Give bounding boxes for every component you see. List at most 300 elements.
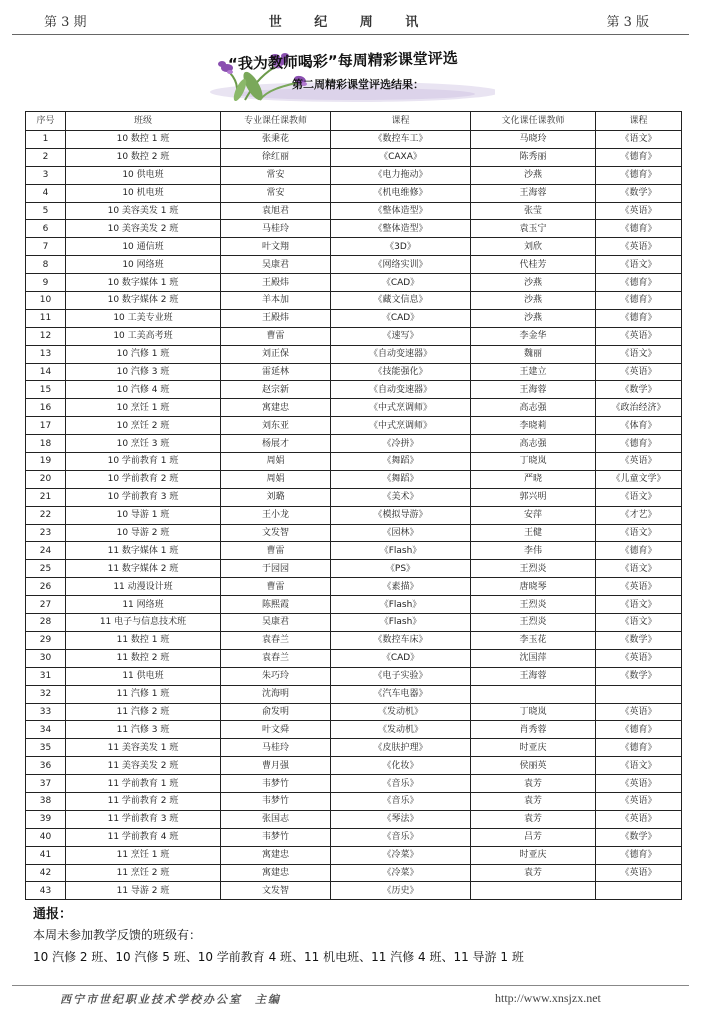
table-row [26,506,682,524]
table-cell: 8 [26,256,66,274]
table-cell: 《语文》 [596,757,682,775]
column-header: 班级 [66,112,221,131]
table-cell: 11 数控 2 班 [66,649,221,667]
table-cell: 19 [26,453,66,471]
table-cell: 4 [26,184,66,202]
table-row [26,757,682,775]
table-cell: 袁旭君 [221,202,331,220]
table-cell: 10 学前教育 1 班 [66,453,221,471]
table-cell: 28 [26,614,66,632]
table-cell: 26 [26,578,66,596]
table-cell: 常安 [221,184,331,202]
table-cell: 吴康君 [221,256,331,274]
table-cell: 安萍 [471,506,596,524]
table-cell: 11 学前教育 4 班 [66,828,221,846]
table-cell [596,685,682,703]
table-cell: 袁玉宁 [471,220,596,238]
table-cell: 10 导游 2 班 [66,524,221,542]
notice-section [33,906,673,968]
table-cell: 曹雷 [221,578,331,596]
table-cell: 时亚庆 [471,846,596,864]
table-cell: 《英语》 [596,810,682,828]
table-cell: 王海蓉 [471,184,596,202]
table-cell: 11 数控 1 班 [66,631,221,649]
table-row [26,184,682,202]
table-cell: 23 [26,524,66,542]
table-cell: 《数学》 [596,381,682,399]
table-cell: 《数学》 [596,184,682,202]
table-cell: 《英语》 [596,864,682,882]
notice-title: 通报： [33,907,73,922]
page-header [0,0,701,36]
table-cell: 袁春兰 [221,631,331,649]
table-cell: 《德育》 [596,542,682,560]
table-row [26,292,682,310]
table-row [26,864,682,882]
table-cell: 《数学》 [596,667,682,685]
table-cell: 徐红丽 [221,148,331,166]
table-cell: 《CAD》 [331,309,471,327]
table-cell: 寓建忠 [221,864,331,882]
table-cell: 魏丽 [471,345,596,363]
table-cell: 《数控车工》 [331,131,471,149]
table-cell: 33 [26,703,66,721]
table-cell: 《素描》 [331,578,471,596]
table-cell: 20 [26,470,66,488]
table-cell: 《英语》 [596,238,682,256]
table-cell: 21 [26,488,66,506]
table-row [26,345,682,363]
notice-line: 本周未参加教学反馈的班级有： [33,928,202,942]
table-cell: 《英语》 [596,649,682,667]
table-cell: 《Flash》 [331,614,471,632]
column-header: 课程 [596,112,682,131]
table-row [26,435,682,453]
table-cell: 10 美容美发 2 班 [66,220,221,238]
table-cell: 10 数控 1 班 [66,131,221,149]
table-cell: 《数学》 [596,631,682,649]
table-cell: 7 [26,238,66,256]
table-cell: 《琴法》 [331,810,471,828]
page-number: 第 3 版 [606,15,649,30]
table-cell: 10 汽修 4 班 [66,381,221,399]
table-cell: 张国志 [221,810,331,828]
table-cell: 5 [26,202,66,220]
table-cell: 《德育》 [596,435,682,453]
table-row [26,703,682,721]
table-cell: 王殿炜 [221,309,331,327]
table-cell: 《英语》 [596,578,682,596]
table-cell: 11 供电班 [66,667,221,685]
table-cell: 《自动变速器》 [331,345,471,363]
table-cell: 《语文》 [596,596,682,614]
table-cell: 2 [26,148,66,166]
table-cell: 9 [26,274,66,292]
table-cell: 《英语》 [596,792,682,810]
table-cell: 《机电维修》 [331,184,471,202]
table-cell: 13 [26,345,66,363]
footer-divider [12,985,689,986]
table-cell: 《语文》 [596,488,682,506]
table-cell: 40 [26,828,66,846]
table-cell: 《德育》 [596,309,682,327]
table-cell: 袁芳 [471,775,596,793]
table-row [26,649,682,667]
table-row [26,131,682,149]
table-cell: 韦梦竹 [221,792,331,810]
table-cell: 10 数字媒体 2 班 [66,292,221,310]
table-cell: 刘璐 [221,488,331,506]
table-cell: 《舞蹈》 [331,453,471,471]
table-cell: 10 导游 1 班 [66,506,221,524]
table-row [26,166,682,184]
table-cell: 22 [26,506,66,524]
table-cell: 赵宗新 [221,381,331,399]
table-cell: 35 [26,739,66,757]
table-cell: 11 美容美发 1 班 [66,739,221,757]
page-subtitle: 第二周精彩课堂评选结果： [292,78,424,91]
table-row [26,810,682,828]
table-cell: 10 数字媒体 1 班 [66,274,221,292]
table-cell: 于园园 [221,560,331,578]
table-row [26,596,682,614]
table-cell: 《语文》 [596,256,682,274]
table-cell: 丁晓岚 [471,453,596,471]
table-cell: 《英语》 [596,363,682,381]
table-cell: 41 [26,846,66,864]
table-cell: 16 [26,399,66,417]
table-row [26,470,682,488]
table-cell: 《音乐》 [331,792,471,810]
table-cell: 曹月强 [221,757,331,775]
table-cell: 11 导游 2 班 [66,882,221,900]
table-cell: 王海蓉 [471,381,596,399]
table-cell: 文发智 [221,524,331,542]
table-cell: 李金华 [471,327,596,345]
table-cell: 《冷菜》 [331,846,471,864]
table-cell: 《Flash》 [331,596,471,614]
table-cell: 曹雷 [221,542,331,560]
table-cell: 《整体造型》 [331,202,471,220]
table-cell: 韦梦竹 [221,828,331,846]
table-cell: 袁芳 [471,810,596,828]
table-cell [471,882,596,900]
table-row [26,327,682,345]
table-cell: 11 汽修 2 班 [66,703,221,721]
table-cell: 11 学前教育 2 班 [66,792,221,810]
table-cell: 叶文翔 [221,238,331,256]
table-cell: 10 工美专业班 [66,309,221,327]
table-cell: 韦梦竹 [221,775,331,793]
table-row [26,667,682,685]
table-cell [596,882,682,900]
table-cell: 吴康君 [221,614,331,632]
table-cell: 李晓莉 [471,417,596,435]
table-cell: 袁芳 [471,864,596,882]
table-cell: 刘欣 [471,238,596,256]
table-cell: 寓建忠 [221,846,331,864]
table-cell: 《语文》 [596,345,682,363]
footer-editor: 西宁市世纪职业技术学校办公室 主编 [60,993,281,1006]
table-cell: 31 [26,667,66,685]
table-cell: 42 [26,864,66,882]
table-cell: 《德育》 [596,292,682,310]
table-cell: 代桂芳 [471,256,596,274]
table-cell: 32 [26,685,66,703]
table-cell: 《网络实训》 [331,256,471,274]
table-row [26,202,682,220]
table-cell: 12 [26,327,66,345]
table-cell: 11 汽修 3 班 [66,721,221,739]
table-cell: 马桂玲 [221,220,331,238]
table-cell: 《化妆》 [331,757,471,775]
table-cell: 沙燕 [471,274,596,292]
table-cell: 《英语》 [596,703,682,721]
table-cell: 《3D》 [331,238,471,256]
table-cell: 《皮肤护理》 [331,739,471,757]
table-cell: 18 [26,435,66,453]
table-cell: 10 学前教育 3 班 [66,488,221,506]
table-row [26,792,682,810]
table-cell: 王海蓉 [471,667,596,685]
table-cell: 《历史》 [331,882,471,900]
results-table [25,111,682,900]
table-cell: 《中式烹调师》 [331,417,471,435]
table-cell: 马桂玲 [221,739,331,757]
table-cell: 10 烹饪 2 班 [66,417,221,435]
table-row [26,739,682,757]
table-row [26,274,682,292]
table-row [26,560,682,578]
table-cell: 雷延林 [221,363,331,381]
table-cell: 11 烹饪 2 班 [66,864,221,882]
table-row [26,631,682,649]
table-row [26,828,682,846]
table-cell: 43 [26,882,66,900]
table-row [26,846,682,864]
table-cell: 《CAXA》 [331,148,471,166]
table-cell: 《体育》 [596,417,682,435]
table-cell: 周娟 [221,470,331,488]
table-cell: 《英语》 [596,327,682,345]
table-cell: 《冷拼》 [331,435,471,453]
table-body [26,131,682,900]
header-divider [12,34,689,35]
table-cell: 10 汽修 3 班 [66,363,221,381]
table-row [26,775,682,793]
table-cell: 寓建忠 [221,399,331,417]
table-cell: 《德育》 [596,166,682,184]
table-cell: 沈海明 [221,685,331,703]
table-cell: 《舞蹈》 [331,470,471,488]
table-cell: 羊本加 [221,292,331,310]
table-cell: 高志强 [471,399,596,417]
table-cell: 36 [26,757,66,775]
table-cell: 27 [26,596,66,614]
table-cell: 15 [26,381,66,399]
table-cell: 侯丽英 [471,757,596,775]
table-row [26,524,682,542]
table-cell: 《CAD》 [331,274,471,292]
table-row [26,256,682,274]
table-cell: 《英语》 [596,775,682,793]
table-cell: 24 [26,542,66,560]
table-cell: 《英语》 [596,202,682,220]
table-cell: 11 动漫设计班 [66,578,221,596]
table-cell: 《电力拖动》 [331,166,471,184]
issue-number: 第 3 期 [44,15,87,30]
table-row [26,542,682,560]
table-cell: 3 [26,166,66,184]
table-cell: 10 机电班 [66,184,221,202]
table-cell: 《藏文信息》 [331,292,471,310]
table-cell: 11 学前教育 1 班 [66,775,221,793]
table-cell: 《冷菜》 [331,864,471,882]
page-title: “我为教师喝彩”每周精彩课堂评选 [227,48,458,74]
table-row [26,363,682,381]
table-cell: 11 汽修 1 班 [66,685,221,703]
table-cell: 《语文》 [596,131,682,149]
table-cell: 吕芳 [471,828,596,846]
table-row [26,148,682,166]
table-cell: 1 [26,131,66,149]
table-cell: 曹雷 [221,327,331,345]
table-cell: 34 [26,721,66,739]
table-cell: 叶文舜 [221,721,331,739]
column-header: 专业课任课教师 [221,112,331,131]
table-cell: 袁春兰 [221,649,331,667]
table-cell: 《儿童文学》 [596,470,682,488]
table-row [26,488,682,506]
table-cell: 《才艺》 [596,506,682,524]
table-cell: 陈熙霞 [221,596,331,614]
table-cell: 《园林》 [331,524,471,542]
table-cell: 《德育》 [596,220,682,238]
table-cell: 王健 [471,524,596,542]
table-cell: 11 学前教育 3 班 [66,810,221,828]
table-cell: 常安 [221,166,331,184]
table-cell: 袁芳 [471,792,596,810]
footer-website-link[interactable]: http://www.xnsjzx.net [495,991,601,1005]
table-row [26,882,682,900]
table-cell: 《整体造型》 [331,220,471,238]
table-cell: 《技能强化》 [331,363,471,381]
table-cell: 王烈炎 [471,560,596,578]
table-cell: 《模拟导游》 [331,506,471,524]
table-cell: 严晓 [471,470,596,488]
table-cell: 时亚庆 [471,739,596,757]
table-cell [471,685,596,703]
table-row [26,685,682,703]
table-cell: 《德育》 [596,846,682,864]
table-cell: 《美术》 [331,488,471,506]
table-cell: 10 学前教育 2 班 [66,470,221,488]
table-cell: 朱巧玲 [221,667,331,685]
table-cell: 王小龙 [221,506,331,524]
table-cell: 11 烹饪 1 班 [66,846,221,864]
table-row [26,309,682,327]
table-cell: 25 [26,560,66,578]
table-cell: 张秉花 [221,131,331,149]
table-cell: 李伟 [471,542,596,560]
table-cell: 《PS》 [331,560,471,578]
table-cell: 《英语》 [596,453,682,471]
table-cell: 唐晓琴 [471,578,596,596]
table-cell: 《数学》 [596,828,682,846]
table-cell: 高志强 [471,435,596,453]
table-cell: 《电子实验》 [331,667,471,685]
table-cell: 11 数字媒体 1 班 [66,542,221,560]
table-cell: 沙燕 [471,166,596,184]
table-cell: 《数控车床》 [331,631,471,649]
table-row [26,220,682,238]
table-cell: 10 供电班 [66,166,221,184]
table-cell: 俞发明 [221,703,331,721]
table-row [26,381,682,399]
table-cell: 14 [26,363,66,381]
table-cell: 杨展才 [221,435,331,453]
table-cell: 《音乐》 [331,828,471,846]
table-cell: 《中式烹调师》 [331,399,471,417]
table-cell: 6 [26,220,66,238]
table-cell: 《德育》 [596,274,682,292]
table-cell: 刘正保 [221,345,331,363]
table-cell: 文发智 [221,882,331,900]
table-cell: 《汽车电器》 [331,685,471,703]
table-cell: 陈秀丽 [471,148,596,166]
table-cell: 《德育》 [596,148,682,166]
table-cell: 《CAD》 [331,649,471,667]
table-cell: 17 [26,417,66,435]
table-cell: 王建立 [471,363,596,381]
newspaper-name: 世 纪 周 讯 [268,15,433,30]
table-cell: 30 [26,649,66,667]
table-row [26,614,682,632]
table-cell: 10 汽修 1 班 [66,345,221,363]
table-cell: 《政治经济》 [596,399,682,417]
table-cell: 周娟 [221,453,331,471]
table-cell: 丁晓岚 [471,703,596,721]
table-cell: 29 [26,631,66,649]
table-cell: 11 [26,309,66,327]
table-cell: 11 网络班 [66,596,221,614]
table-cell: 刘东亚 [221,417,331,435]
table-cell: 王烈炎 [471,614,596,632]
table-row [26,417,682,435]
table-cell: 37 [26,775,66,793]
table-cell: 38 [26,792,66,810]
table-cell: 10 工美高考班 [66,327,221,345]
column-header: 文化课任课教师 [471,112,596,131]
table-cell: 张莹 [471,202,596,220]
table-cell: 李玉花 [471,631,596,649]
table-row [26,399,682,417]
table-cell: 10 网络班 [66,256,221,274]
table-cell: 《语文》 [596,614,682,632]
column-header: 课程 [331,112,471,131]
table-row [26,453,682,471]
table-cell: 11 数字媒体 2 班 [66,560,221,578]
table-row [26,721,682,739]
table-cell: 《音乐》 [331,775,471,793]
table-cell: 肖秀蓉 [471,721,596,739]
table-cell: 《语文》 [596,560,682,578]
table-cell: 马晓玲 [471,131,596,149]
table-cell: 王殿炜 [221,274,331,292]
table-cell: 39 [26,810,66,828]
table-cell: 10 数控 2 班 [66,148,221,166]
table-cell: 沙燕 [471,292,596,310]
